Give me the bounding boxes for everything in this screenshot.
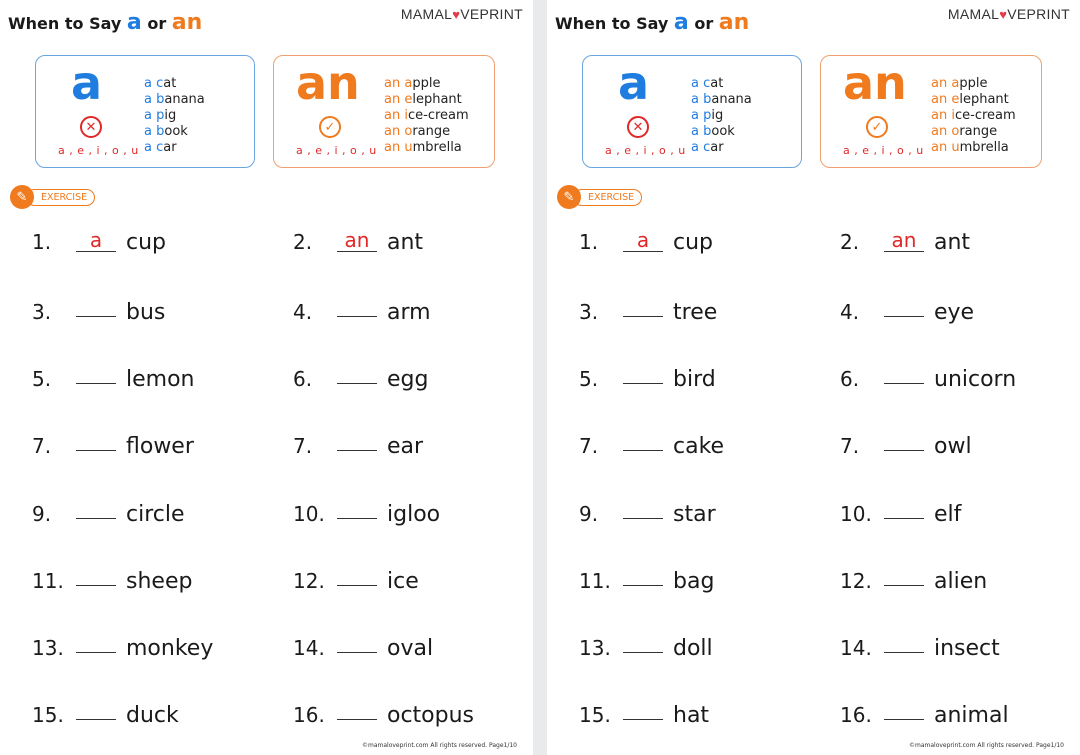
example-first-letter: p [156, 108, 165, 123]
check-icon: ✓ [319, 116, 341, 138]
question-item [579, 364, 716, 392]
example-article: a [144, 124, 152, 139]
example-first-letter: u [404, 140, 413, 155]
example-item [144, 124, 205, 140]
question-item [293, 633, 433, 661]
example-rest: anana [164, 92, 205, 107]
question-number: 12. [293, 569, 325, 593]
example-rest: ar [163, 140, 177, 155]
question-word: oval [387, 636, 434, 661]
example-article: a [691, 92, 699, 107]
example-first-letter: e [404, 92, 413, 107]
example-item [384, 92, 469, 108]
example-item [384, 124, 469, 140]
example-article: an [384, 92, 401, 107]
answer-blank[interactable] [76, 564, 116, 586]
question-number: 15. [32, 703, 64, 727]
question-word: cup [126, 230, 167, 255]
example-item [384, 140, 469, 156]
example-article: an [931, 76, 948, 91]
example-article: a [691, 140, 699, 155]
example-item [931, 124, 1016, 140]
example-rest: ook [711, 124, 735, 139]
answer-blank[interactable] [76, 698, 116, 720]
title-a: a [673, 10, 689, 35]
question-item [32, 633, 213, 661]
example-article: an [931, 124, 948, 139]
example-item [691, 124, 752, 140]
example-rest: range [412, 124, 451, 139]
question-word: eye [934, 300, 975, 325]
question-word: unicorn [934, 367, 1017, 392]
question-word: alien [934, 569, 988, 594]
worksheet-page-2 [547, 0, 1080, 755]
question-item [840, 230, 970, 255]
title-or: or [688, 14, 719, 33]
title-a: a [126, 10, 142, 35]
question-item [293, 700, 474, 728]
answer-blank[interactable] [884, 362, 924, 384]
example-item [144, 76, 205, 92]
question-number: 7. [293, 434, 313, 458]
question-word: flower [126, 434, 194, 459]
answer-blank[interactable] [884, 631, 924, 653]
question-word: lemon [126, 367, 195, 392]
example-article: a [144, 76, 152, 91]
question-item [293, 297, 431, 325]
example-article: a [144, 140, 152, 155]
question-word: star [673, 502, 716, 527]
vowel-list: a , e , i , o , u [605, 144, 686, 157]
question-item [579, 499, 716, 527]
answer-blank[interactable]: an [884, 230, 924, 252]
example-item [931, 76, 1016, 92]
title-prefix: When to Say [555, 14, 674, 33]
question-item [840, 499, 961, 527]
question-item [579, 230, 713, 255]
question-word: circle [126, 502, 185, 527]
answer-blank[interactable]: a [623, 230, 663, 252]
question-item [32, 364, 194, 392]
rule-box-an [820, 55, 1042, 168]
question-word: hat [673, 703, 710, 728]
brand-logo [948, 6, 1070, 22]
question-item [579, 566, 714, 594]
example-rest: at [710, 76, 724, 91]
question-word: doll [673, 636, 713, 661]
question-number: 1. [32, 230, 52, 254]
example-first-letter: c [156, 76, 164, 91]
example-article: a [691, 108, 699, 123]
answer-blank[interactable] [76, 429, 116, 451]
question-item [293, 499, 440, 527]
question-word: owl [934, 434, 972, 459]
copyright-footer: ©mamaloveprint.com All rights reserved. Page1/10 [908, 742, 1064, 749]
question-item [579, 700, 709, 728]
rule-box-an [273, 55, 495, 168]
example-item [691, 108, 752, 124]
example-rest: anana [711, 92, 752, 107]
question-number: 16. [293, 703, 325, 727]
title-prefix: When to Say [8, 14, 127, 33]
copyright-footer: ©mamaloveprint.com All rights reserved. Page1/10 [361, 742, 517, 749]
example-item [144, 108, 205, 124]
question-word: bag [673, 569, 715, 594]
example-first-letter: i [951, 108, 955, 123]
title-or: or [141, 14, 172, 33]
question-word: ant [387, 230, 424, 255]
example-article: a [691, 124, 699, 139]
question-word: sheep [126, 569, 193, 594]
example-rest: ar [710, 140, 724, 155]
question-item [293, 364, 428, 392]
worksheet-title [8, 10, 202, 35]
example-rest: lephant [412, 92, 462, 107]
question-number: 16. [840, 703, 872, 727]
question-number: 9. [32, 502, 52, 526]
question-word: ice [387, 569, 419, 594]
question-number: 5. [32, 367, 52, 391]
question-number: 7. [32, 434, 52, 458]
example-item [144, 92, 205, 108]
title-an: an [171, 10, 203, 35]
answer-blank[interactable] [76, 631, 116, 653]
example-first-letter: c [703, 140, 711, 155]
rule-box-a [582, 55, 802, 168]
question-number: 9. [579, 502, 599, 526]
example-first-letter: i [404, 108, 408, 123]
answer-blank[interactable] [337, 631, 377, 653]
question-item [840, 566, 987, 594]
big-letter-an: an [296, 56, 360, 110]
question-number: 11. [579, 569, 611, 593]
answer-blank[interactable] [623, 497, 663, 519]
answer-blank[interactable] [884, 564, 924, 586]
question-word: ear [387, 434, 424, 459]
question-item [840, 700, 1009, 728]
vowel-list: a , e , i , o , u [296, 144, 377, 157]
question-word: arm [387, 300, 431, 325]
brand-text-2: VEPRINT [1007, 6, 1070, 22]
answer-blank[interactable] [337, 362, 377, 384]
question-number: 6. [840, 367, 860, 391]
question-item [32, 499, 185, 527]
question-item [32, 297, 165, 325]
answer-blank[interactable] [623, 295, 663, 317]
cross-icon: ✕ [627, 116, 649, 138]
example-article: a [691, 76, 699, 91]
question-item [840, 633, 1000, 661]
example-first-letter: b [703, 124, 712, 139]
example-rest: pple [959, 76, 988, 91]
question-number: 10. [840, 502, 872, 526]
big-letter-a: a [618, 56, 650, 110]
example-item [384, 76, 469, 92]
example-article: an [384, 124, 401, 139]
answer-blank[interactable] [884, 295, 924, 317]
question-number: 3. [32, 300, 52, 324]
question-number: 11. [32, 569, 64, 593]
question-number: 1. [579, 230, 599, 254]
question-word: ant [934, 230, 971, 255]
heart-icon: ♥ [999, 7, 1008, 22]
worksheet-title [555, 10, 749, 35]
question-number: 7. [579, 434, 599, 458]
example-item [931, 140, 1016, 156]
example-article: a [144, 92, 152, 107]
question-item [579, 633, 713, 661]
example-first-letter: o [404, 124, 413, 139]
example-item [931, 108, 1016, 124]
brand-logo [401, 6, 523, 22]
worksheet-page-1 [0, 0, 533, 755]
pencil-icon: ✎ [10, 185, 34, 209]
example-rest: ig [164, 108, 177, 123]
question-word: igloo [387, 502, 441, 527]
answer-blank[interactable] [623, 631, 663, 653]
question-word: tree [673, 300, 718, 325]
pencil-icon: ✎ [557, 185, 581, 209]
exercise-label: EXERCISE [26, 189, 95, 206]
question-number: 14. [840, 636, 872, 660]
example-rest: ig [711, 108, 724, 123]
example-list-a [691, 76, 752, 156]
question-number: 2. [840, 230, 860, 254]
cross-icon: ✕ [80, 116, 102, 138]
big-letter-an: an [843, 56, 907, 110]
question-number: 13. [32, 636, 64, 660]
answer-blank[interactable]: a [76, 230, 116, 252]
answer-blank[interactable]: an [337, 230, 377, 252]
question-word: octopus [387, 703, 475, 728]
question-number: 14. [293, 636, 325, 660]
brand-text-1: MAMAL [947, 6, 1000, 22]
example-item [384, 108, 469, 124]
question-item [840, 431, 972, 459]
brand-text-1: MAMAL [400, 6, 453, 22]
question-number: 4. [293, 300, 313, 324]
answer-blank[interactable] [623, 698, 663, 720]
question-word: egg [387, 367, 429, 392]
question-word: bird [673, 367, 716, 392]
example-rest: pple [412, 76, 441, 91]
example-rest: at [163, 76, 177, 91]
heart-icon: ♥ [452, 7, 461, 22]
answer-blank[interactable] [337, 429, 377, 451]
question-item [32, 566, 192, 594]
question-word: monkey [126, 636, 214, 661]
example-rest: mbrella [412, 140, 462, 155]
answer-blank[interactable] [76, 362, 116, 384]
vowel-list: a , e , i , o , u [843, 144, 924, 157]
example-list-an [931, 76, 1016, 156]
example-list-a [144, 76, 205, 156]
question-number: 12. [840, 569, 872, 593]
answer-blank[interactable] [884, 698, 924, 720]
question-item [293, 431, 423, 459]
example-rest: lephant [959, 92, 1009, 107]
example-item [691, 92, 752, 108]
example-first-letter: o [951, 124, 960, 139]
example-item [691, 140, 752, 156]
example-first-letter: e [951, 92, 960, 107]
answer-blank[interactable] [337, 497, 377, 519]
question-item [840, 364, 1016, 392]
exercise-label: EXERCISE [573, 189, 642, 206]
question-number: 10. [293, 502, 325, 526]
question-item [32, 230, 166, 255]
answer-blank[interactable] [623, 564, 663, 586]
answer-blank[interactable] [337, 564, 377, 586]
example-item [931, 92, 1016, 108]
example-article: an [384, 76, 401, 91]
question-word: cup [673, 230, 714, 255]
question-item [579, 431, 724, 459]
example-first-letter: p [703, 108, 712, 123]
question-word: elf [934, 502, 962, 527]
check-icon: ✓ [866, 116, 888, 138]
question-number: 6. [293, 367, 313, 391]
question-item [579, 297, 717, 325]
answer-blank[interactable] [884, 497, 924, 519]
example-list-an [384, 76, 469, 156]
question-number: 3. [579, 300, 599, 324]
question-word: bus [126, 300, 166, 325]
example-first-letter: c [156, 140, 164, 155]
question-number: 4. [840, 300, 860, 324]
example-article: an [384, 108, 401, 123]
question-item [293, 566, 419, 594]
example-rest: ook [164, 124, 188, 139]
answer-blank[interactable] [337, 295, 377, 317]
answer-blank[interactable] [623, 362, 663, 384]
example-article: an [931, 92, 948, 107]
question-word: duck [126, 703, 179, 728]
example-first-letter: a [951, 76, 960, 91]
big-letter-a: a [71, 56, 103, 110]
example-first-letter: c [703, 76, 711, 91]
rule-box-a [35, 55, 255, 168]
title-an: an [718, 10, 750, 35]
answer-blank[interactable] [623, 429, 663, 451]
question-item [32, 700, 179, 728]
example-rest: ce-cream [407, 108, 469, 123]
vowel-list: a , e , i , o , u [58, 144, 139, 157]
question-number: 2. [293, 230, 313, 254]
example-first-letter: b [703, 92, 712, 107]
question-number: 7. [840, 434, 860, 458]
example-rest: mbrella [959, 140, 1009, 155]
question-word: animal [934, 703, 1009, 728]
example-article: an [931, 140, 948, 155]
example-item [691, 76, 752, 92]
example-first-letter: b [156, 92, 165, 107]
question-word: insect [934, 636, 1000, 661]
example-article: an [384, 140, 401, 155]
brand-text-2: VEPRINT [460, 6, 523, 22]
example-article: an [931, 108, 948, 123]
answer-blank[interactable] [337, 698, 377, 720]
example-item [144, 140, 205, 156]
example-rest: range [959, 124, 998, 139]
example-first-letter: a [404, 76, 413, 91]
answer-blank[interactable] [884, 429, 924, 451]
example-article: a [144, 108, 152, 123]
question-item [840, 297, 974, 325]
example-first-letter: b [156, 124, 165, 139]
question-number: 15. [579, 703, 611, 727]
question-number: 5. [579, 367, 599, 391]
question-item [293, 230, 423, 255]
example-rest: ce-cream [954, 108, 1016, 123]
answer-blank[interactable] [76, 295, 116, 317]
question-word: cake [673, 434, 725, 459]
question-item [32, 431, 194, 459]
example-first-letter: u [951, 140, 960, 155]
answer-blank[interactable] [76, 497, 116, 519]
question-number: 13. [579, 636, 611, 660]
